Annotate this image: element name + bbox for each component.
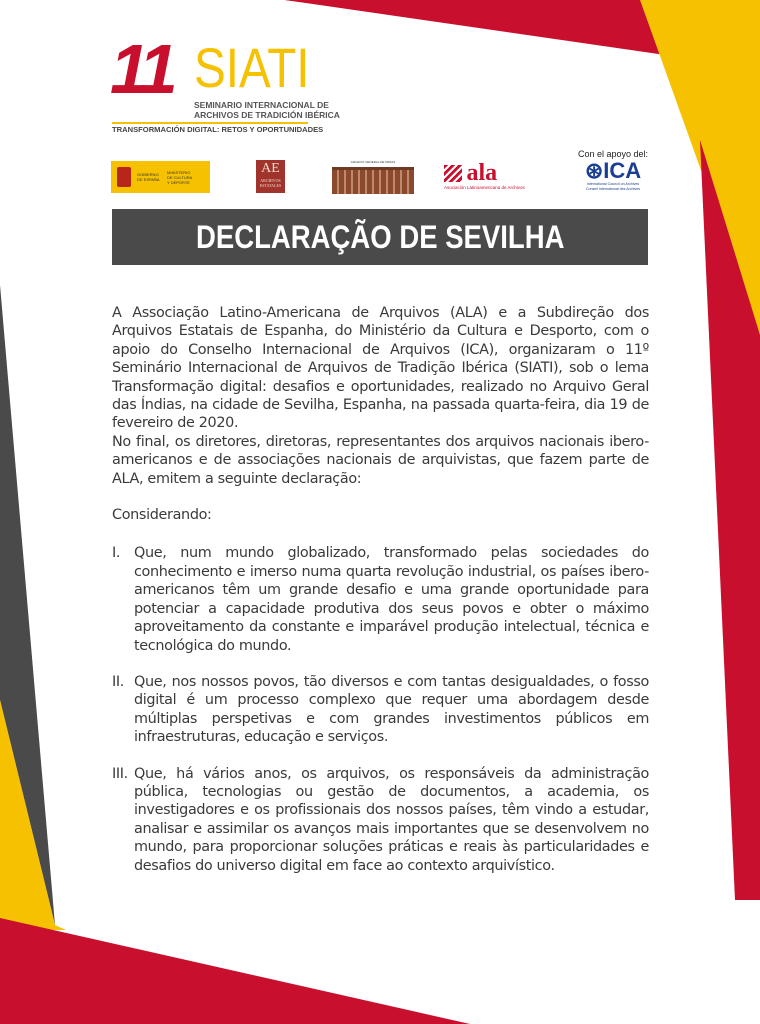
list-item-text: Que, há vários anos, os arquivos, os responsáveis da administração pública, tecnologias ou gestão de documentos, a academia, os investigadores e os profissionais dos nossos países, têm vindo a estudar, analisar e assimilar os avanços mais importantes que se desenvolvem no mundo, para proporcionar soluções práticas e reais às particularidades e desafios do universo digital em face ao contexto arquivístico. — [134, 765, 649, 874]
gobierno-label: GOBIERNO DE ESPAÑA — [137, 172, 160, 182]
ae-name: ARCHIVOS ESTATALES — [259, 178, 282, 188]
ica-name-fr: Conseil International des Archives — [585, 186, 641, 191]
ica-word: ⊛ICA — [584, 158, 642, 183]
siati-tagline: TRANSFORMACIÓN DIGITAL: RETOS Y OPORTUNIDADES — [112, 125, 324, 134]
gobierno-espana-logo — [111, 161, 210, 193]
coat-of-arms-icon — [117, 167, 131, 187]
ala-name: Asociación Latinoamericana de Archivos — [444, 185, 525, 190]
top-red-band-main — [285, 0, 660, 50]
ala-word: ala — [466, 160, 498, 186]
considering-label: Considerando: — [112, 507, 212, 524]
list-item — [112, 765, 649, 875]
ica-support-label: Con el apoyo del: — [577, 149, 649, 159]
siati-logo-number: 11 — [110, 30, 173, 108]
ala-mark-icon — [444, 165, 462, 182]
ae-mark: AE — [261, 161, 280, 176]
archivo-general-indias-logo — [332, 160, 414, 193]
siati-divider — [112, 122, 308, 124]
ica-name-en: International Council on Archives — [586, 182, 640, 186]
list-item-number: I. — [112, 545, 121, 562]
siati-logo-word: SIATI — [194, 36, 310, 99]
list-item-text: Que, num mundo globalizado, transformado pelas sociedades do conhecimento e imerso numa quarta revolução industrial, os países ibero-americanos têm um grande desafio e uma grande oportunidade para potenciar a capacidade produtiva dos seus povos e obter o máximo aproveitamento da constante e imparável produção intelectual, técnica e tecnológica do mundo. — [134, 545, 649, 654]
siati-logo-subtitle — [194, 100, 340, 120]
intro-paragraph-1: A Associação Latino-Americana de Arquivos (ALA) e a Subdireção dos Arquivos Estatais de Espanha, do Ministério da Cultura e Desporto, com o apoio do Conselho Internacional de Arquivos (ICA), organizaram o 11º Seminário Internacional de Arquivos de Tradição Ibérica (SIATI), sob o lema Transformação digital: desafios e oportunidades, realizado no Arquivo Geral das Índias, na cidade de Sevilha, Espanha, na passada quarta-feira, dia 19 de fevereiro de 2020. — [112, 305, 649, 432]
page-title-bar — [112, 209, 648, 265]
siati-subtitle-line-1: SEMINARIO INTERNACIONAL DE — [194, 100, 329, 110]
list-item — [112, 673, 649, 747]
archivos-estatales-logo — [256, 160, 285, 193]
ala-logo — [444, 162, 534, 194]
ministerio-label: MINISTERIO DE CULTURA Y DEPORTE — [167, 169, 193, 185]
building-icon — [332, 167, 414, 194]
agi-name: ARCHIVO GENERAL DE INDIAS — [350, 160, 396, 164]
ica-logo — [576, 149, 650, 191]
list-item-text: Que, nos nossos povos, tão diversos e com tantas desigualdades, o fosso digital é um processo complexo que requer uma abordagem desde múltiplas perspetivas e com grandes investimentos públicos em infraestruturas, educação e serviços. — [134, 673, 649, 746]
ica-word-text: ICA — [603, 158, 642, 183]
bottom-red-shape — [0, 918, 470, 1024]
page-title: DECLARAÇÃO DE SEVILHA — [195, 218, 565, 255]
intro-paragraph-2: No final, os diretores, diretoras, representantes dos arquivos nacionais ibero-americanos e de associações nacionais de arquivistas, que fazem parte de ALA, emitem a seguinte declaração: — [112, 433, 649, 487]
list-item — [112, 544, 649, 654]
declaration-body — [112, 304, 649, 875]
list-item-number: II. — [112, 673, 125, 690]
siati-subtitle-line-2: ARCHIVOS DE TRADICIÓN IBÉRICA — [194, 110, 340, 120]
list-item-number: III. — [112, 765, 128, 782]
